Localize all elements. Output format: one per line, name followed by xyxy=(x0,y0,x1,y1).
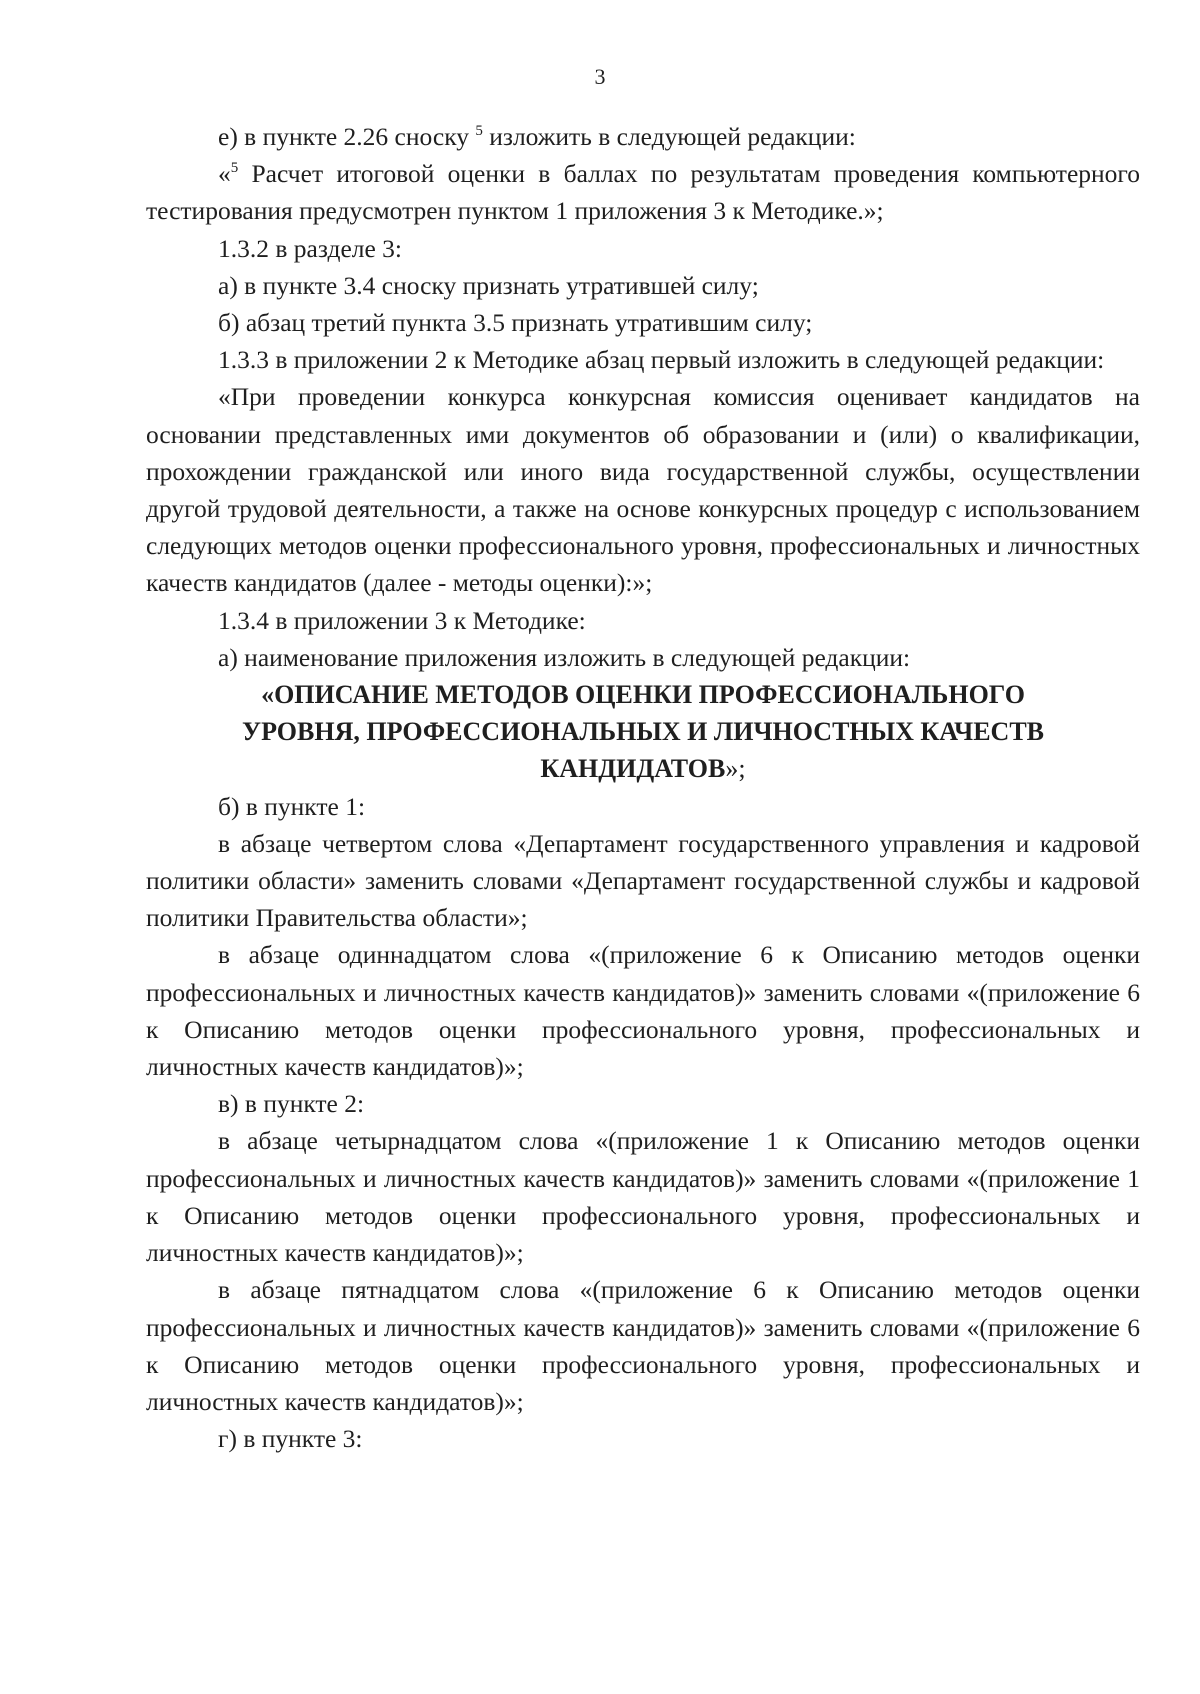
paragraph-appendix-3: 1.3.4 в приложении 3 к Методике: xyxy=(218,605,586,635)
paragraph-item-a-title: а) наименование приложения изложить в следующей редакции: xyxy=(218,642,911,672)
page-number: 3 xyxy=(594,64,606,89)
heading-tail: »; xyxy=(725,754,746,784)
open-quote: « xyxy=(218,159,231,189)
paragraph-item-v-point-2: в) в пункте 2: xyxy=(218,1089,365,1119)
heading-line: УРОВНЯ, ПРОФЕССИОНАЛЬНЫХ И ЛИЧНОСТНЫХ КАЧЕСТВ xyxy=(241,717,1044,747)
paragraph-abzac-11: в абзаце одиннадцатом слова «(приложение 6 к Описанию методов оценки профессиональных и личностных качеств кандидатов)» заменить словами «(приложение 6 к Описанию методов оценки профессионального уровня, профессиональных и личностных качеств кандидатов)»; xyxy=(146,940,1140,1082)
paragraph-item-b: б) абзац третий пункта 3.5 признать утратившим силу; xyxy=(218,308,813,338)
paragraph-abzac-15: в абзаце пятнадцатом слова «(приложение 6 к Описанию методов оценки профессиональных и личностных качеств кандидатов)» заменить словами «(приложение 6 к Описанию методов оценки профессионального уровня, профессиональных и личностных качеств кандидатов)»; xyxy=(146,1275,1140,1416)
heading-text: КАНДИДАТОВ xyxy=(540,754,726,784)
paragraph-footnote-text xyxy=(146,155,1140,229)
paragraph-section-3: 1.3.2 в разделе 3: xyxy=(218,233,403,263)
paragraph-quoted-text: «При проведении конкурса конкурсная комиссия оценивает кандидатов на основании представленных ими документов об образовании и (или) о квалификации, прохождении гражданской или иного вида государственной службы, осуществлении другой трудовой деятельности, а также на основе конкурсных процедур с использованием следующих методов оценки профессионального уровня, профессиональных и личностных качеств кандидатов (далее - методы оценки):»; xyxy=(146,382,1140,598)
paragraph-text: Расчет итоговой оценки в баллах по результатам проведения компьютерного тестирования предусмотрен пунктом 1 приложения 3 к Методике.»; xyxy=(146,159,1140,226)
paragraph-abzac-14: в абзаце четырнадцатом слова «(приложение 1 к Описанию методов оценки профессиональных и личностных качеств кандидатов)» заменить словами «(приложение 1 к Описанию методов оценки профессионального уровня, профессиональных и личностных качеств кандидатов)»; xyxy=(146,1126,1140,1268)
footnote-marker: 5 xyxy=(475,123,483,139)
heading-line xyxy=(146,750,1140,787)
paragraph-footnote-instruction xyxy=(146,118,1140,155)
paragraph-text: е) в пункте 2.26 сноску xyxy=(218,122,476,151)
paragraph-item-a: а) в пункте 3.4 сноску признать утратившей силу; xyxy=(218,270,759,300)
paragraph-appendix-2: 1.3.3 в приложении 2 к Методике абзац первый изложить в следующей редакции: xyxy=(218,345,1105,375)
paragraph-abzac-4: в абзаце четвертом слова «Департамент государственного управления и кадровой политики области» заменить словами «Департамент государственной службы и кадровой политики Правительства области»; xyxy=(146,828,1140,933)
document-body xyxy=(146,118,1140,1457)
footnote-marker: 5 xyxy=(230,160,239,177)
paragraph-text: изложить в следующей редакции: xyxy=(482,122,856,151)
paragraph-item-g-point-3: г) в пункте 3: xyxy=(218,1424,363,1454)
paragraph-item-b-point-1: б) в пункте 1: xyxy=(218,791,366,821)
appendix-heading xyxy=(146,676,1140,788)
heading-line: «ОПИСАНИЕ МЕТОДОВ ОЦЕНКИ ПРОФЕССИОНАЛЬНОГО xyxy=(261,680,1025,710)
